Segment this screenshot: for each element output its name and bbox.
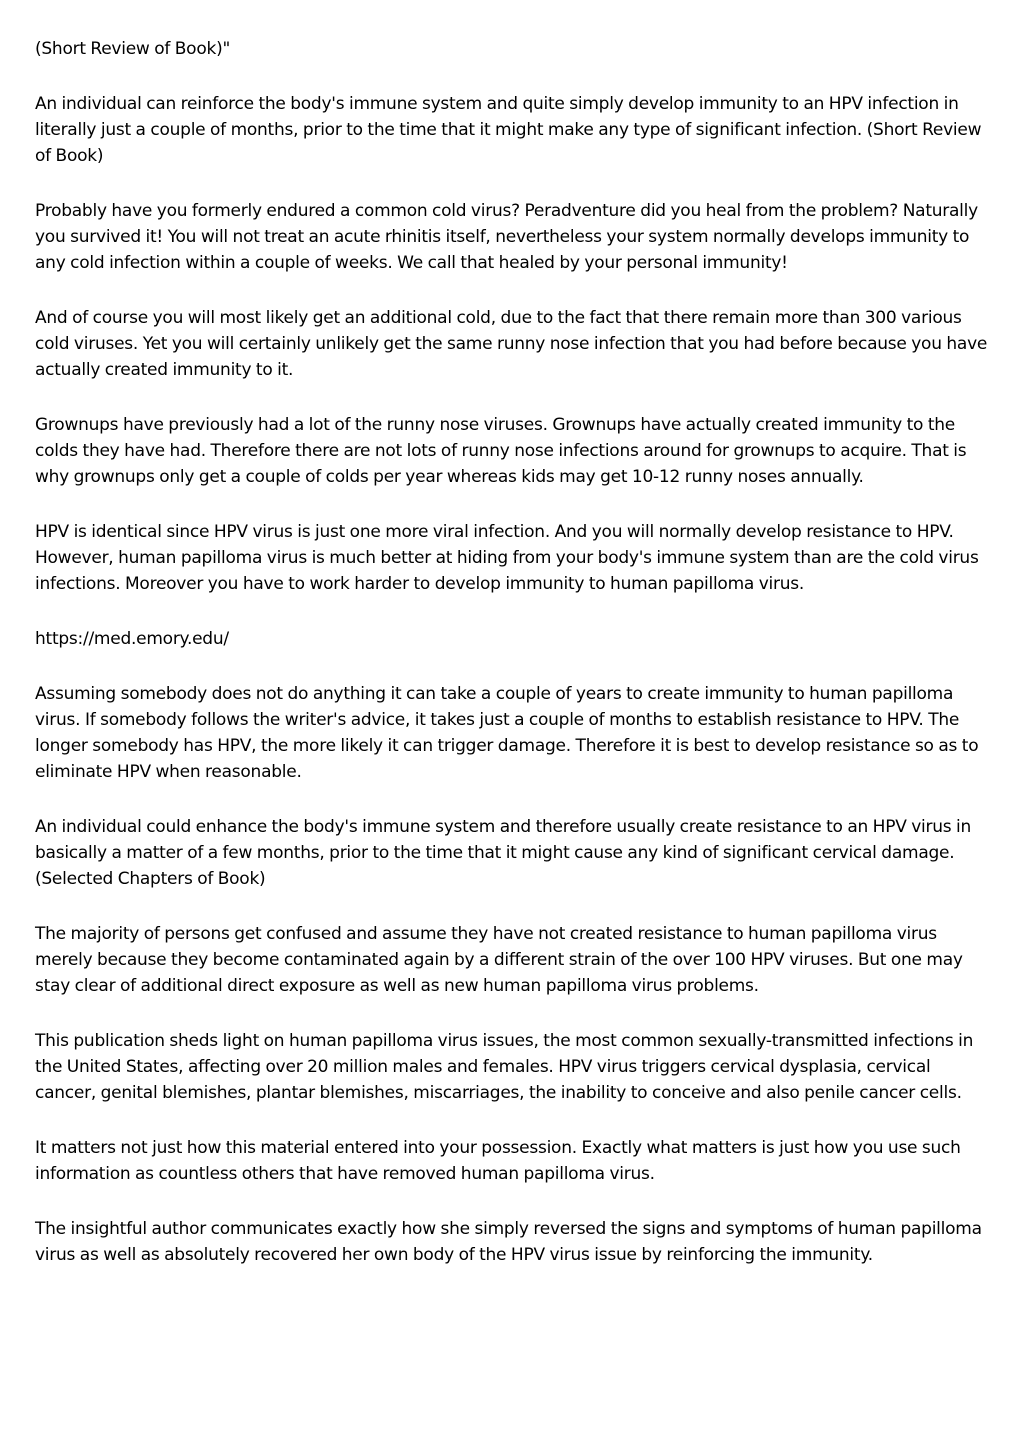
paragraph-majority-of-persons: The majority of persons get confused and assume they have not created resistance to human papilloma virus merely because they become contaminated again by a different strain of the over 100 HPV viruses. But one may stay clear of additional direct exposure as well as new human papilloma virus problems.	[35, 924, 963, 996]
paragraph-reinforce-immune-system: An individual can reinforce the body's immune system and quite simply develop immunity to an HPV infection in literally just a couple of months, prior to the time that it might make any type of significant infection. (Short Review of Book)	[35, 94, 982, 166]
paragraph-grownups: Grownups have previously had a lot of the runny nose viruses. Grownups have actually created immunity to the colds they have had. Therefore there are not lots of runny nose infections around for grownups to acquire. That is why grownups only get a couple of colds per year whereas kids may get 10-12 runny noses annually.	[35, 415, 967, 487]
paragraph-it-matters: It matters not just how this material entered into your possession. Exactly what matters is just how you use such information as countless others that have removed human papilloma virus.	[35, 1138, 961, 1184]
paragraph-assuming-somebody: Assuming somebody does not do anything it can take a couple of years to create immunity to human papilloma virus. If somebody follows the writer's advice, it takes just a couple of months to establish resistance to HPV. The longer somebody has HPV, the more likely it can trigger damage. Therefore it is best to develop resistance so as to eliminate HPV when reasonable.	[35, 684, 979, 782]
paragraph-enhance-immune-system: An individual could enhance the body's immune system and therefore usually create resistance to an HPV virus in basically a matter of a few months, prior to the time that it might cause any kind of significant cervical damage. (Selected Chapters of Book)	[35, 817, 972, 889]
paragraph-url: https://med.emory.edu/	[35, 629, 229, 649]
paragraph-short-review-caption: (Short Review of Book)"	[35, 39, 231, 59]
document-page	[35, 36, 995, 1297]
paragraph-hpv-identical: HPV is identical since HPV virus is just one more viral infection. And you will normally develop resistance to HPV. However, human papilloma virus is much better at hiding from your body's immune system than are the cold virus infections. Moreover you have to work harder to develop immunity to human papilloma virus.	[35, 522, 979, 594]
paragraph-insightful-author: The insightful author communicates exactly how she simply reversed the signs and symptoms of human papilloma virus as well as absolutely recovered her own body of the HPV virus issue by reinforcing the immunity.	[35, 1219, 982, 1265]
paragraph-common-cold: Probably have you formerly endured a common cold virus? Peradventure did you heal from the problem? Naturally you survived it! You will not treat an acute rhinitis itself, nevertheless your system normally develops immunity to any cold infection within a couple of weeks. We call that healed by your personal immunity!	[35, 201, 978, 273]
paragraph-additional-cold: And of course you will most likely get an additional cold, due to the fact that there remain more than 300 various cold viruses. Yet you will certainly unlikely get the same runny nose infection that you had before because you have actually created immunity to it.	[35, 308, 988, 380]
paragraph-publication-sheds-light: This publication sheds light on human papilloma virus issues, the most common sexually-transmitted infections in the United States, affecting over 20 million males and females. HPV virus triggers cervical dysplasia, cervical cancer, genital blemishes, plantar blemishes, miscarriages, the inability to conceive and also penile cancer cells.	[35, 1031, 974, 1103]
